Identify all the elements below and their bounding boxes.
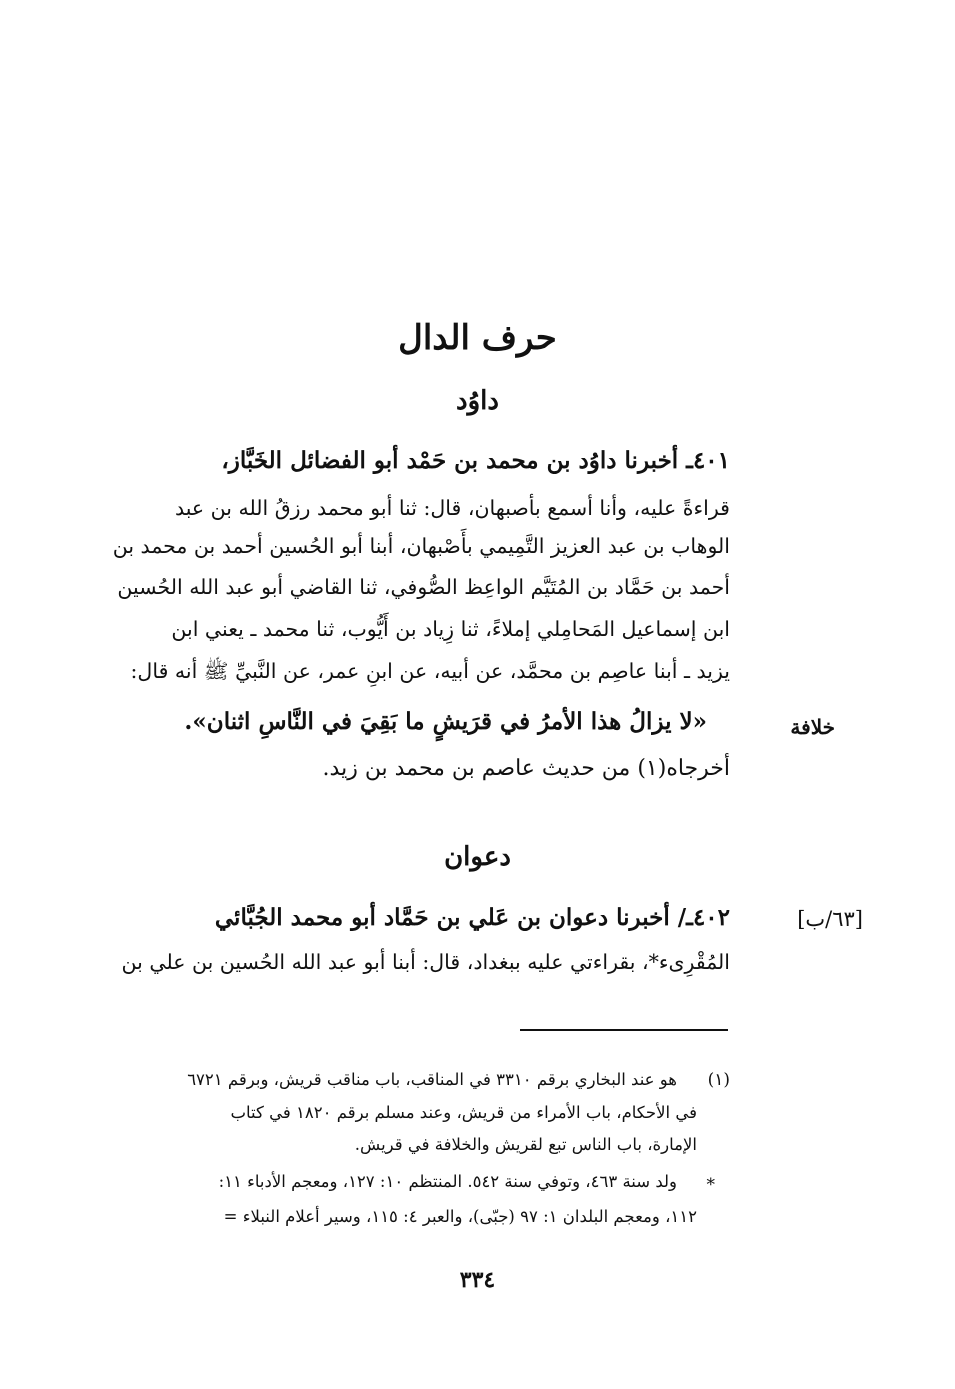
footnote-star-line-2: ١١٢، ومعجم البلدان ١: ٩٧ (جبّى)، والعبر ٤: ١١٥، وسير أعلام النبلاء =: [223, 1207, 697, 1226]
hadith-401-line-4: أحمد بن حَمَّاد بن المُتَيَّم الواعِظ الصُّوفي، ثنا القاضي أبو عبد الله الحُسين: [117, 575, 730, 599]
hadith-401-line-3: الوهاب بن عبد العزيز التَّمِيمي بأَصْبهان، أبنا أبو الحُسين أحمد بن محمد بن: [112, 534, 730, 558]
section-title-dawan: دعوان: [444, 842, 511, 872]
footnote-separator: [520, 1029, 728, 1031]
page-number: ٣٣٤: [459, 1267, 496, 1293]
section-title-dawud: داوُد: [456, 386, 499, 416]
hadith-402-line-1: ٤٠٢ـ/ أخبرنا دعوان بن عَلي بن حَمَّاد أبو محمد الجُبَّائي: [214, 904, 730, 931]
hadith-401-takhrij: أخرجاه(١) من حديث عاصم بن محمد بن زيد.: [322, 756, 730, 781]
footnote-1-line-2: في الأحكام، باب الأمراء من قريش، وعند مسلم برقم ١٨٢٠ في كتاب: [230, 1103, 697, 1122]
hadith-401-line-6: يزيد ـ أبنا عاصِم بن محمَّد، عن أبيه، عن ابنِ عمر، عن النَّبيِّ ﷺ أنه قال:: [130, 659, 730, 683]
footnote-star-line-1: ولد سنة ٤٦٣، وتوفي سنة ٥٤٢. المنتظم ١٠: ١٢٧، ومعجم الأدباء ١١:: [218, 1172, 677, 1191]
footnote-1-line-1: هو عند البخاري برقم ٣٣١٠ في المناقب، باب مناقب قريش، وبرقم ٦٧٢١: [187, 1070, 677, 1089]
hadith-401-line-2: قراءةً عليه، وأنا أسمع بأصبهان، قال: ثنا أبو محمد رزقُ الله بن عبد: [174, 496, 730, 520]
hadith-402-line-2: المُقْرِىء*، بقراءتي عليه ببغداد، قال: أبنا أبو عبد الله الحُسين بن علي بن: [121, 950, 730, 974]
footnote-1-line-3: الإمارة، باب الناس تبع لقريش والخلافة في قريش.: [354, 1135, 697, 1154]
footnote-1-marker: (١): [707, 1070, 730, 1090]
chapter-title: حرف الدال: [398, 318, 557, 358]
footnote-star-marker: *: [706, 1175, 715, 1195]
hadith-401-line-5: ابن إسماعيل المَحامِلي إملاءً، ثنا زِياد بن أَيُّوب، ثنا محمد ـ يعني ابن: [171, 617, 730, 641]
margin-note-folio: [٦٣/ب]: [797, 907, 863, 931]
margin-note-khilafa: خلافة: [790, 715, 835, 739]
hadith-401-matn: «لا يزالُ هذا الأمرُ في قرَيشٍ ما بَقِيَ في النَّاسِ اثنان».: [184, 708, 707, 735]
hadith-401-line-1: ٤٠١ـ أخبرنا داوُد بن محمد بن حَمْد أبو الفضائل الخَبَّاز،: [221, 447, 730, 474]
